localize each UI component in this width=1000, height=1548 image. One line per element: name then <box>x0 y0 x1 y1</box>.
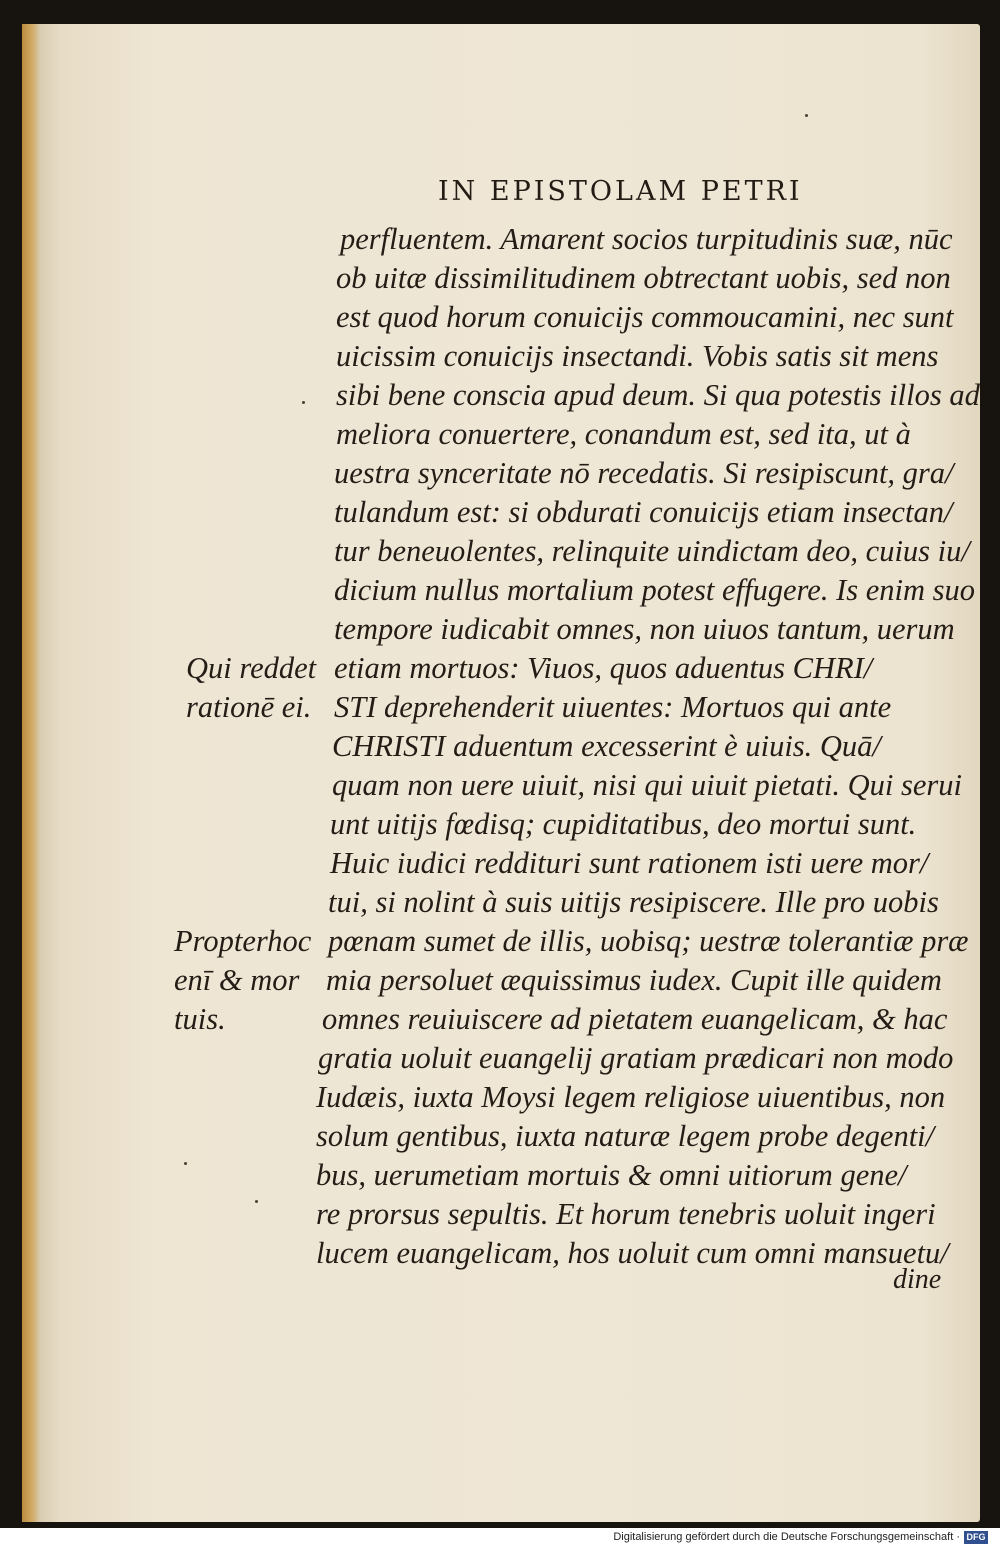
text-line: uestra synceritate nō recedatis. Si resipiscunt, gra/ <box>334 456 954 490</box>
text-line: solum gentibus, iuxta naturæ legem probe degenti/ <box>316 1119 935 1153</box>
text-line: lucem euangelicam, hos uoluit cum omni mansuetu/ <box>316 1236 949 1270</box>
paper-speck <box>255 1200 258 1203</box>
text-line: bus, uerumetiam mortuis & omni uitiorum gene/ <box>316 1158 907 1192</box>
text-line: STI deprehenderit uiuentes: Mortuos qui ante <box>334 690 892 724</box>
text-line: re prorsus sepultis. Et horum tenebris uoluit ingeri <box>316 1197 936 1231</box>
text-line: ob uitæ dissimilitudinem obtrectant uobis, sed non <box>336 261 951 295</box>
text-line: mia persoluet æquissimus iudex. Cupit ille quidem <box>326 963 942 997</box>
text-line: tulandum est: si obdurati conuicijs etiam insectan/ <box>334 495 953 529</box>
text-line: gratia uoluit euangelij gratiam prædicari non modo <box>318 1041 954 1075</box>
text-line: tempore iudicabit omnes, non uiuos tantum, uerum <box>334 612 955 646</box>
marginal-note: tuis. <box>174 1002 226 1036</box>
text-line: quam non uere uiuit, nisi qui uiuit pietati. Qui serui <box>332 768 963 802</box>
catchword: dine <box>893 1264 942 1295</box>
text-line: tui, si nolint à suis uitijs resipiscere. Ille pro uobis <box>328 885 939 919</box>
text-line: est quod horum conuicijs commoucamini, nec sunt <box>336 300 954 334</box>
text-line: omnes reuiuiscere ad pietatem euangelicam, & hac <box>322 1002 948 1036</box>
text-line: uicissim conuicijs insectandi. Vobis satis sit mens <box>336 339 939 373</box>
text-line: sibi bene conscia apud deum. Si qua potestis illos ad <box>336 378 980 412</box>
footer-bar <box>0 1528 1000 1548</box>
page-binding-edge <box>22 24 40 1522</box>
text-line: CHRISTI aduentum excesserint è uiuis. Quā/ <box>332 729 881 763</box>
footer-credit: Digitalisierung gefördert durch die Deutsche Forschungsgemeinschaft · <box>613 1531 960 1543</box>
paper-speck <box>302 401 305 404</box>
running-head: IN EPISTOLAM PETRI <box>438 176 803 207</box>
text-line: meliora conuertere, conandum est, sed ita, ut à <box>336 417 911 451</box>
text-line: unt uitijs fœdisq; cupiditatibus, deo mortui sunt. <box>330 807 917 841</box>
marginal-note: enī & mor <box>174 963 300 997</box>
paper-speck <box>805 114 808 117</box>
text-line: pœnam sumet de illis, uobisq; uestræ tolerantiæ præ <box>328 924 969 958</box>
text-line: Huic iudici reddituri sunt rationem isti uere mor/ <box>330 846 929 880</box>
text-line: dicium nullus mortalium potest effugere. Is enim suo <box>334 573 976 607</box>
marginal-note: Propterhoc <box>174 924 312 958</box>
text-line: Iudæis, iuxta Moysi legem religiose uiuentibus, non <box>316 1080 946 1114</box>
paper-speck <box>184 1162 187 1165</box>
text-line: perfluentem. Amarent socios turpitudinis suæ, nūc <box>340 222 953 256</box>
marginal-note: Qui reddet <box>186 651 317 685</box>
marginal-note: rationē ei. <box>186 690 312 724</box>
dfg-logo: DFG <box>964 1531 988 1544</box>
text-line: etiam mortuos: Viuos, quos aduentus CHRI/ <box>334 651 873 685</box>
text-line: tur beneuolentes, relinquite uindictam deo, cuius iu/ <box>334 534 970 568</box>
